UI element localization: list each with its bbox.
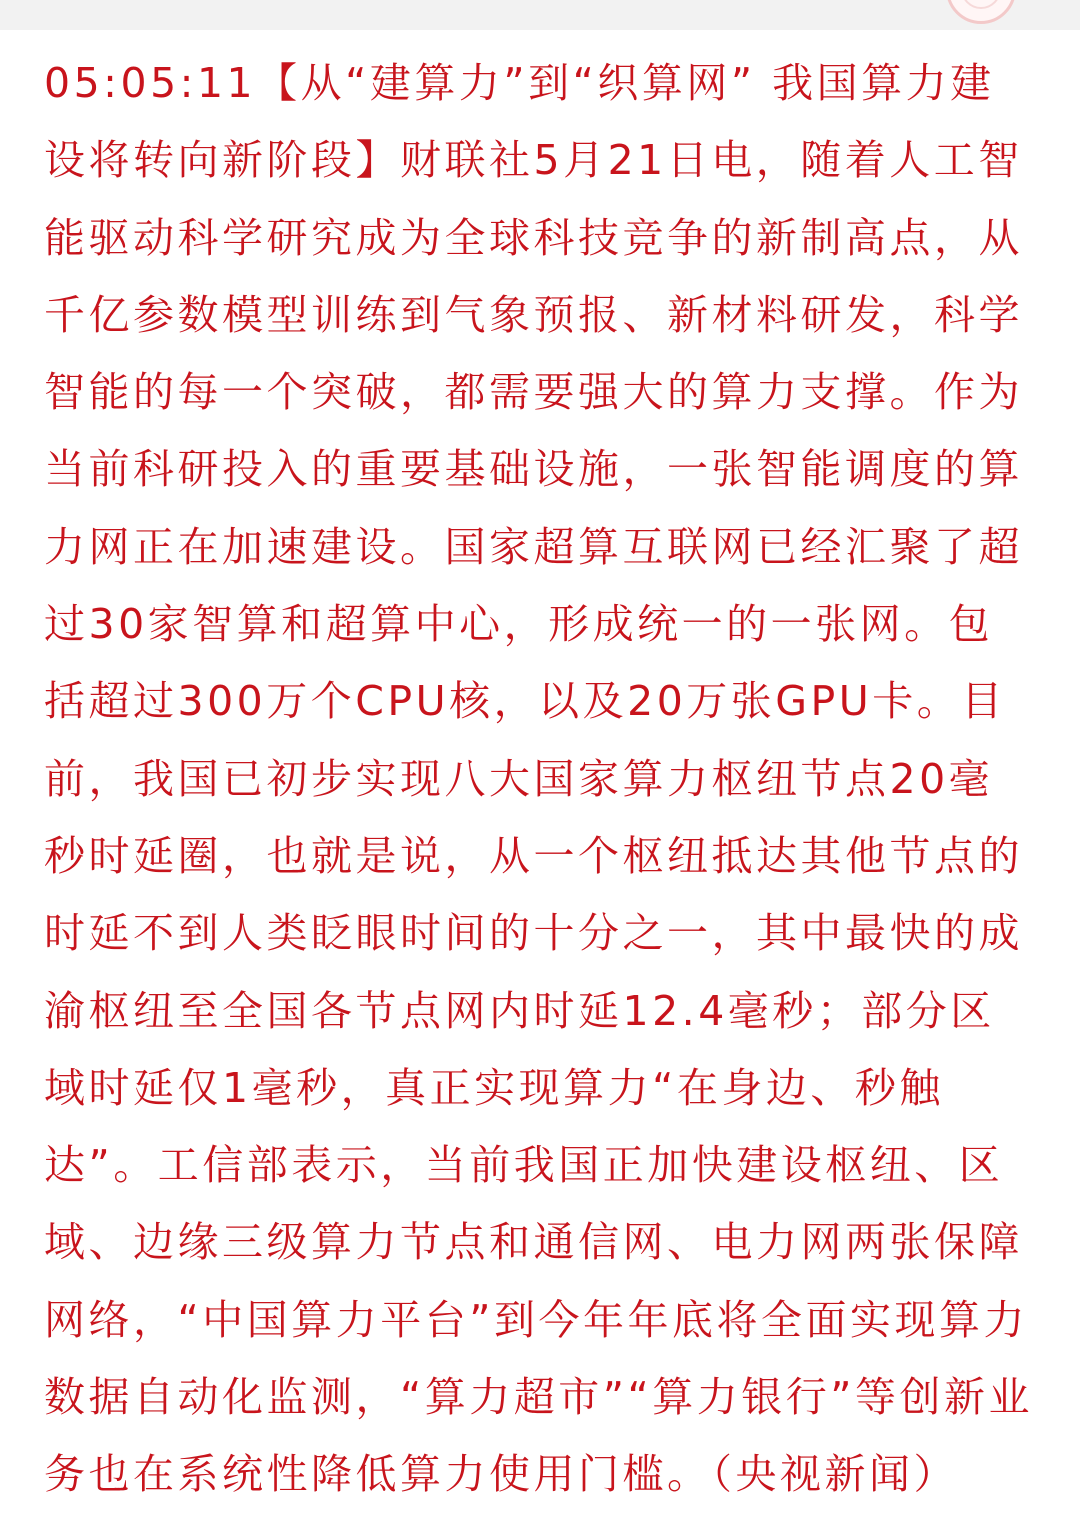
news-article-text: 05:05:11【从“建算力”到“织算网” 我国算力建设将转向新阶段】财联社5月21日电，随着人工智能驱动科学研究成为全球科技竞争的新制高点，从千亿参数模型训练到气象预报、新材料研发，科学智能的每一个突破，都需要强大的算力支撑。作为当前科研投入的重要基础设施，一张智能调度的算力网正在加速建设。国家超算互联网已经汇聚了超过30家智算和超算中心，形成统一的一张网。包括超过300万个CPU核，以及20万张GPU卡。目前，我国已初步实现八大国家算力枢纽节点20毫秒时延圈，也就是说，从一个枢纽抵达其他节点的时延不到人类眨眼时间的十分之一，其中最快的成渝枢纽至全国各节点网内时延12.4毫秒；部分区域时延仅1毫秒，真正实现算力“在身边、秒触达”。工信部表示，当前我国正加快建设枢纽、区域、边缘三级算力节点和通信网、电力网两张保障网络，“中国算力平台”到今年年底将全面实现算力数据自动化监测，“算力超市”“算力银行”等创新业务也在系统性降低算力使用门槛。（央视新闻） — [44, 59, 1033, 1499]
corner-badge-ring — [961, 0, 1001, 9]
top-strip — [0, 0, 1080, 30]
